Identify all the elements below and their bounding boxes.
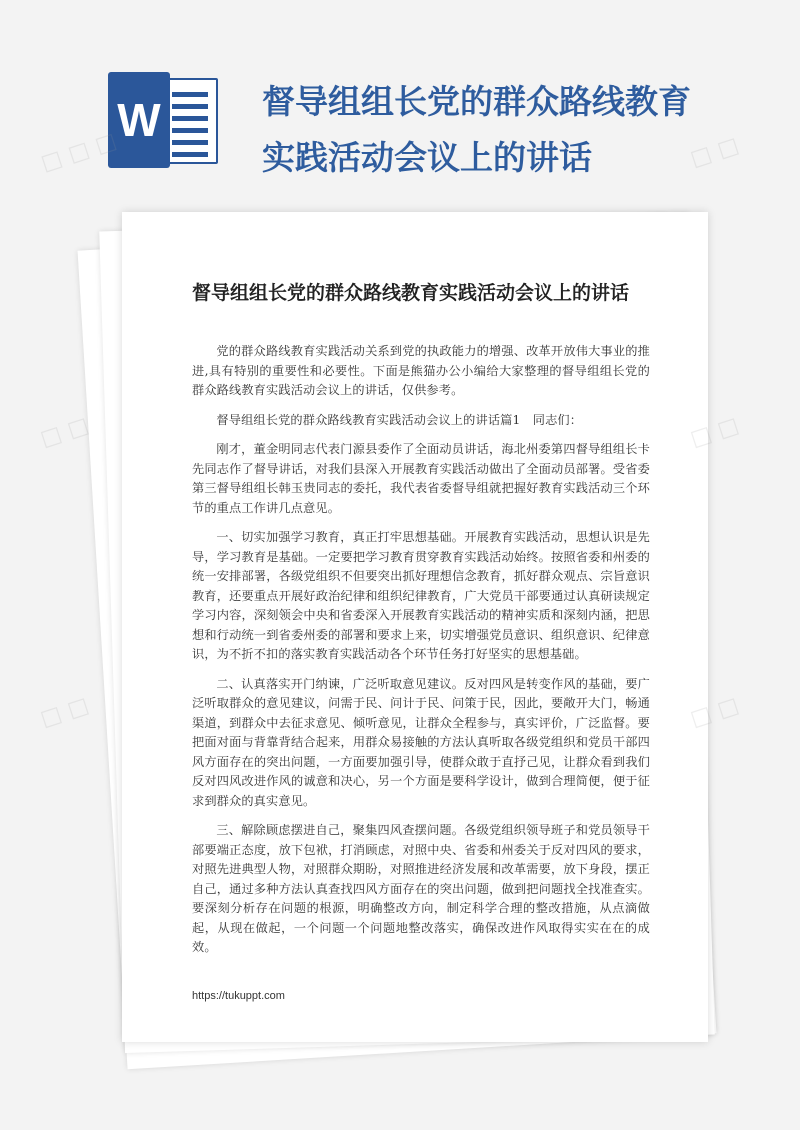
banner-title: 督导组组长党的群众路线教育实践活动会议上的讲话 [262,82,691,177]
watermark: □ □ [687,693,742,732]
document-title: 督导组组长党的群众路线教育实践活动会议上的讲话 [192,282,630,304]
paragraph: 督导组组长党的群众路线教育实践活动会议上的讲话篇1 同志们： [216,412,583,427]
paragraph: 一、切实加强学习教育，真正打牢思想基础。开展教育实践活动，思想认识是先导，学习教育是基础。一定要把学习教育贯穿教育实践活动始终。按照省委和州委的统一安排部署，各级党组织不但要突出抓好理想信念教育，抓好群众观点、宗旨意识教育，还要重点开展好政治纪律和组织纪律教育，广大党员干部要通过认真研读规定学习内容，深刻领会中央和省委深入开展教育实践活动的精神实质和深刻内涵，把思想和行动统一到省委州委的部署和要求上来，切实增强党员意识、组织意识、纪律意识，为不折不扣的落实教育实践活动各个环节任务打好坚实的思想基础。 [192,530,650,661]
watermark: □ □ [687,133,742,172]
word-letter-badge: W [108,72,170,168]
watermark: □ □ [687,413,742,452]
paragraph: 刚才，董金明同志代表门源县委作了全面动员讲话，海北州委第四督导组组长卡先同志作了督导讲话，对我们县深入开展教育实践活动做出了全面动员部署。受省委第三督导组组长韩玉贵同志的委托，我代表省委督导组就把握好教育实践活动三个环节的重点工作讲几点意见。 [192,442,650,515]
footer-url[interactable]: https://tukuppt.com [192,990,285,1002]
paragraph: 三、解除顾虑摆进自己，聚集四风查摆问题。各级党组织领导班子和党员领导干部要端正态度，放下包袱，打消顾虑，对照中央、省委和州委关于反对四风的要求，对照先进典型人物，对照群众期盼，对照推进经济发展和改革需要，放下身段，摆正自己，通过多种方法认真查找四风方面存在的突出问题，做到把问题找全找准查实。要深刻分析存在问题的根源，明确整改方向，制定科学合理的整改措施，从点滴做起，从现在做起，一个问题一个问题地整改落实，确保改进作风取得实实在在的成效。 [192,823,650,954]
watermark: □ □ □ [38,128,120,177]
document-page [122,212,708,1042]
paragraph: 二、认真落实开门纳谏，广泛听取意见建议。反对四风是转变作风的基础，要广泛听取群众的意见建议，问需于民、问计于民、问策于民，因此，要敞开大门，畅通渠道，到群众中去征求意见、倾听意见，让群众全程参与，真实评价，广泛监督。要把面对面与背靠背结合起来，用群众易接触的方法认真听取各级党组织和党员干部四风方面存在的突出问题，一方面要加强引导，使群众敢于直抒己见，让群众看到我们反对四风改进作风的诚意和决心，另一个方面是要科学设计，做到合理简便，便于征求到群众的真实意见。 [192,676,650,808]
word-document-icon [108,72,220,168]
paragraph: 党的群众路线教育实践活动关系到党的执政能力的增强、改革开放伟大事业的推进,具有特别的重要性和必要性。下面是熊猫办公小编给大家整理的督导组组长党的群众路线教育实践活动会议上的讲话，仅供参考。 [192,344,650,397]
watermark: □ □ [37,693,92,732]
watermark: □ □ [37,413,92,452]
